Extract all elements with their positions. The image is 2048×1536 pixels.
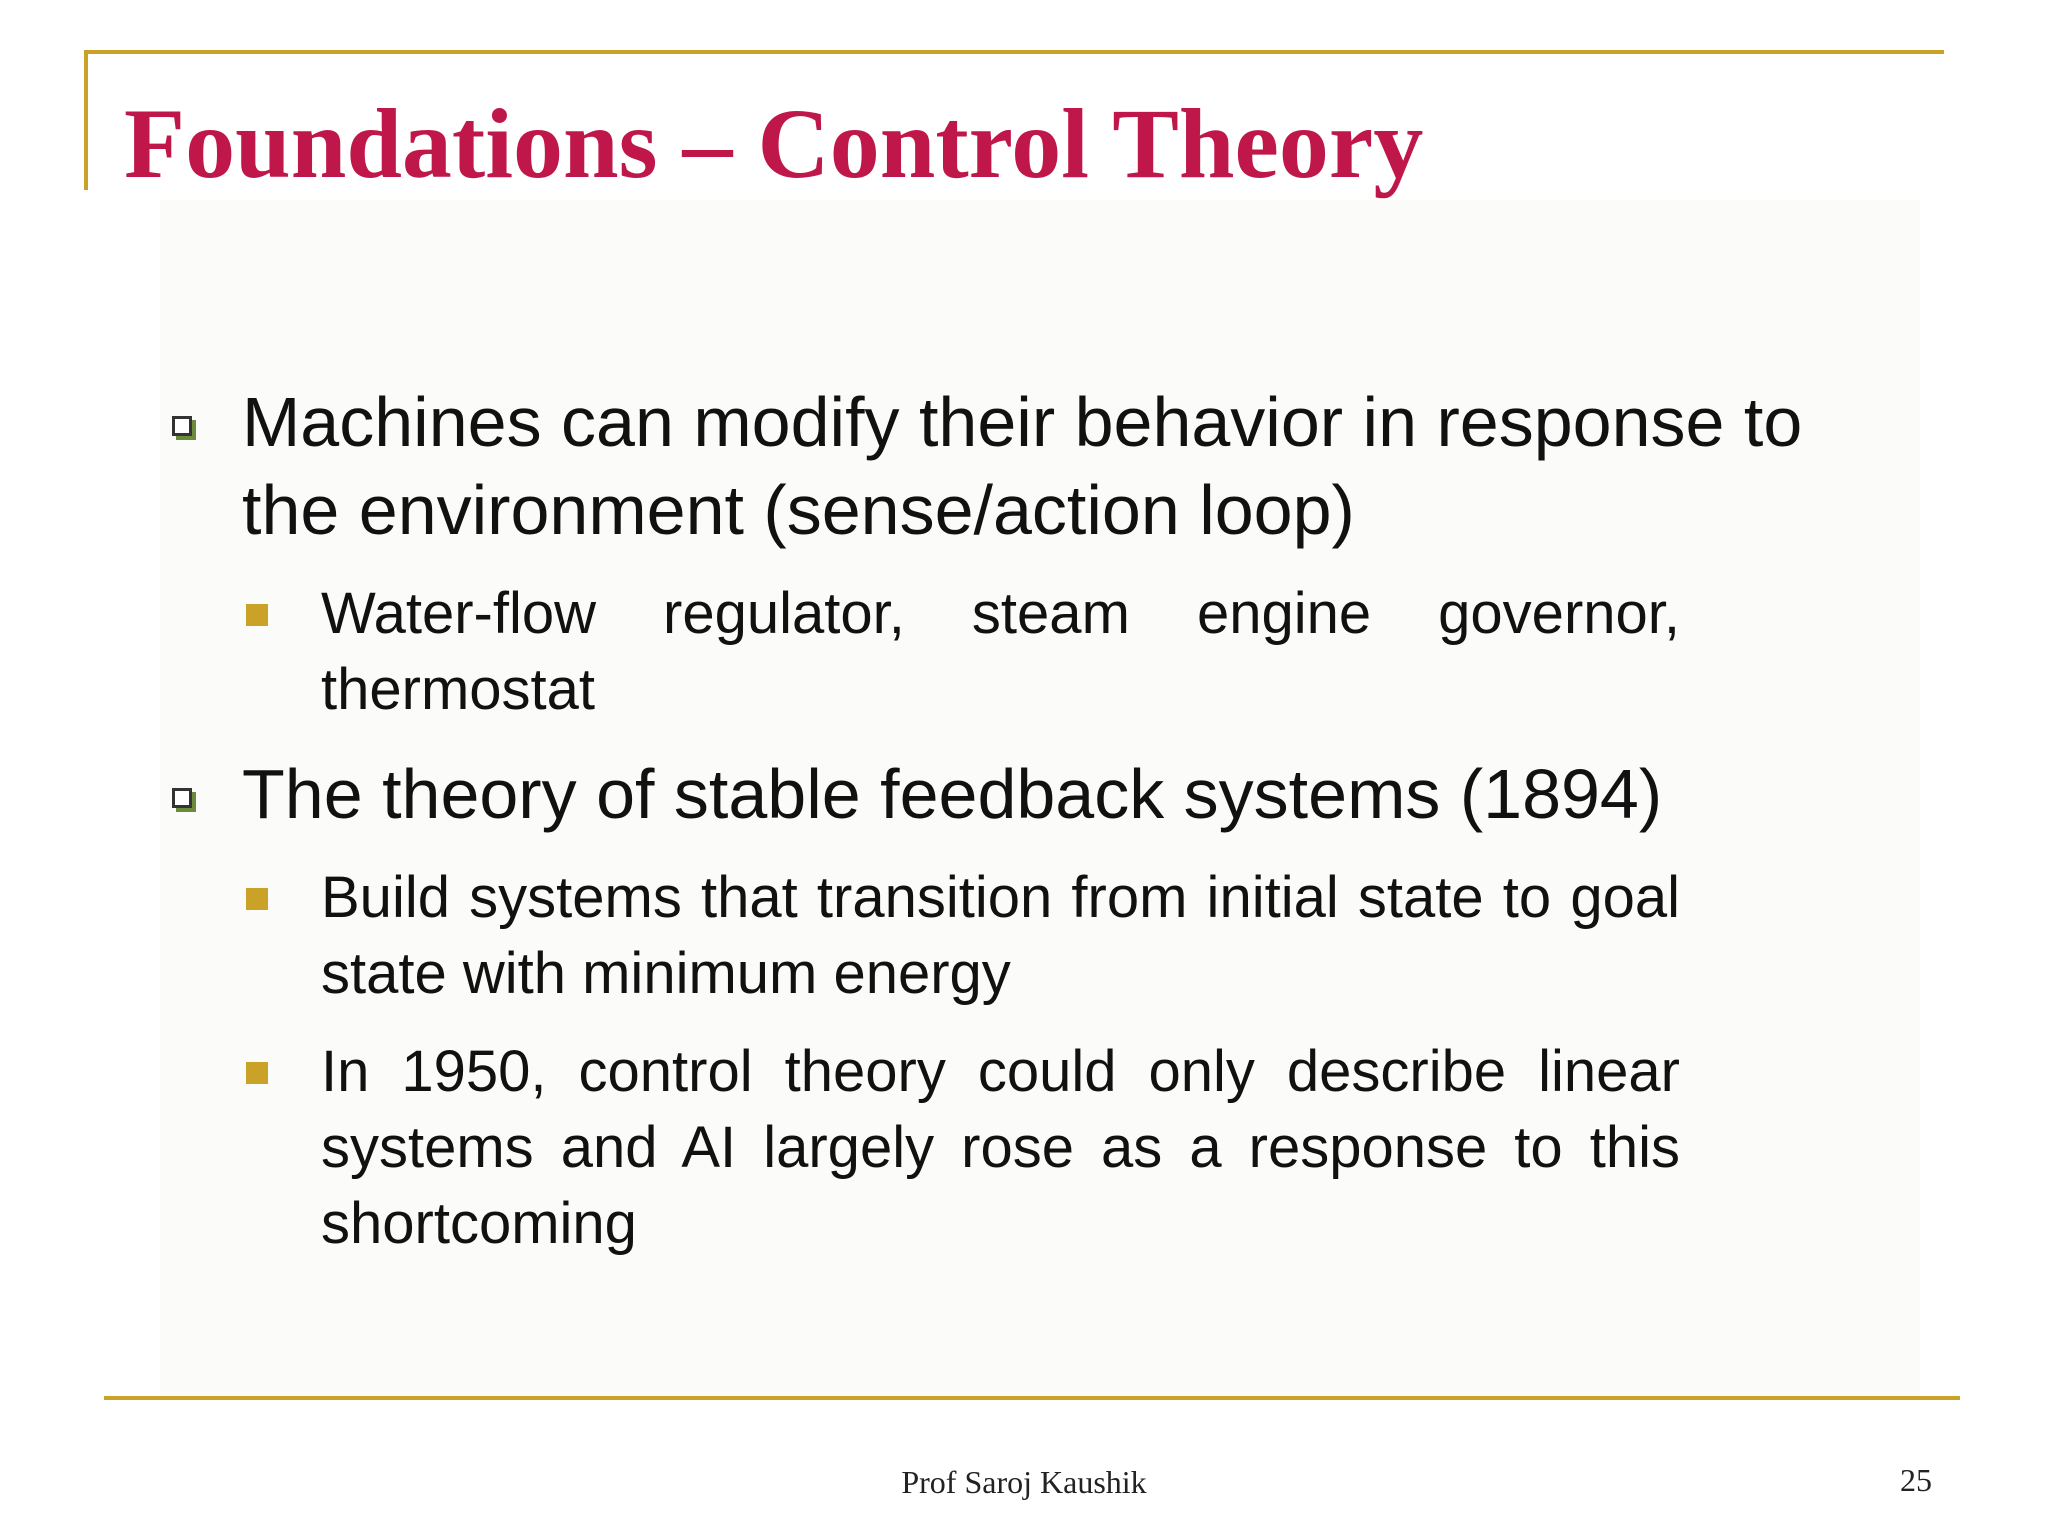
- page-number: 25: [1900, 1462, 1932, 1498]
- sub-bullet-point: [160, 576, 1680, 728]
- slide-body: [160, 378, 1840, 1284]
- left-rule: [84, 50, 88, 190]
- bullet-point: [160, 750, 1840, 838]
- sub-bullet-point: [160, 860, 1680, 1012]
- footer-author: Prof Saroj Kaushik: [901, 1464, 1147, 1500]
- filled-square-bullet-icon: [246, 888, 268, 910]
- bullet-text: The theory of stable feedback systems (1894): [242, 755, 1663, 833]
- sub-bullet-text: Water-flow regulator, steam engine governor, thermostat: [321, 581, 1680, 722]
- hollow-square-bullet-icon: [172, 416, 192, 436]
- sub-bullet-text: Build systems that transition from initial state to goal state with minimum energy: [321, 865, 1680, 1006]
- sub-bullet-point: [160, 1034, 1680, 1262]
- filled-square-bullet-icon: [246, 1062, 268, 1084]
- sub-bullet-text: In 1950, control theory could only describe linear systems and AI largely rose as a response to this shortcoming: [321, 1039, 1680, 1256]
- top-rule: [84, 50, 1944, 54]
- hollow-square-bullet-icon: [172, 788, 192, 808]
- bottom-rule: [104, 1396, 1960, 1400]
- filled-square-bullet-icon: [246, 604, 268, 626]
- bullet-point: [160, 378, 1840, 554]
- slide-title: Foundations – Control Theory: [124, 88, 1424, 199]
- bullet-text: Machines can modify their behavior in response to the environment (sense/action loop): [242, 383, 1803, 549]
